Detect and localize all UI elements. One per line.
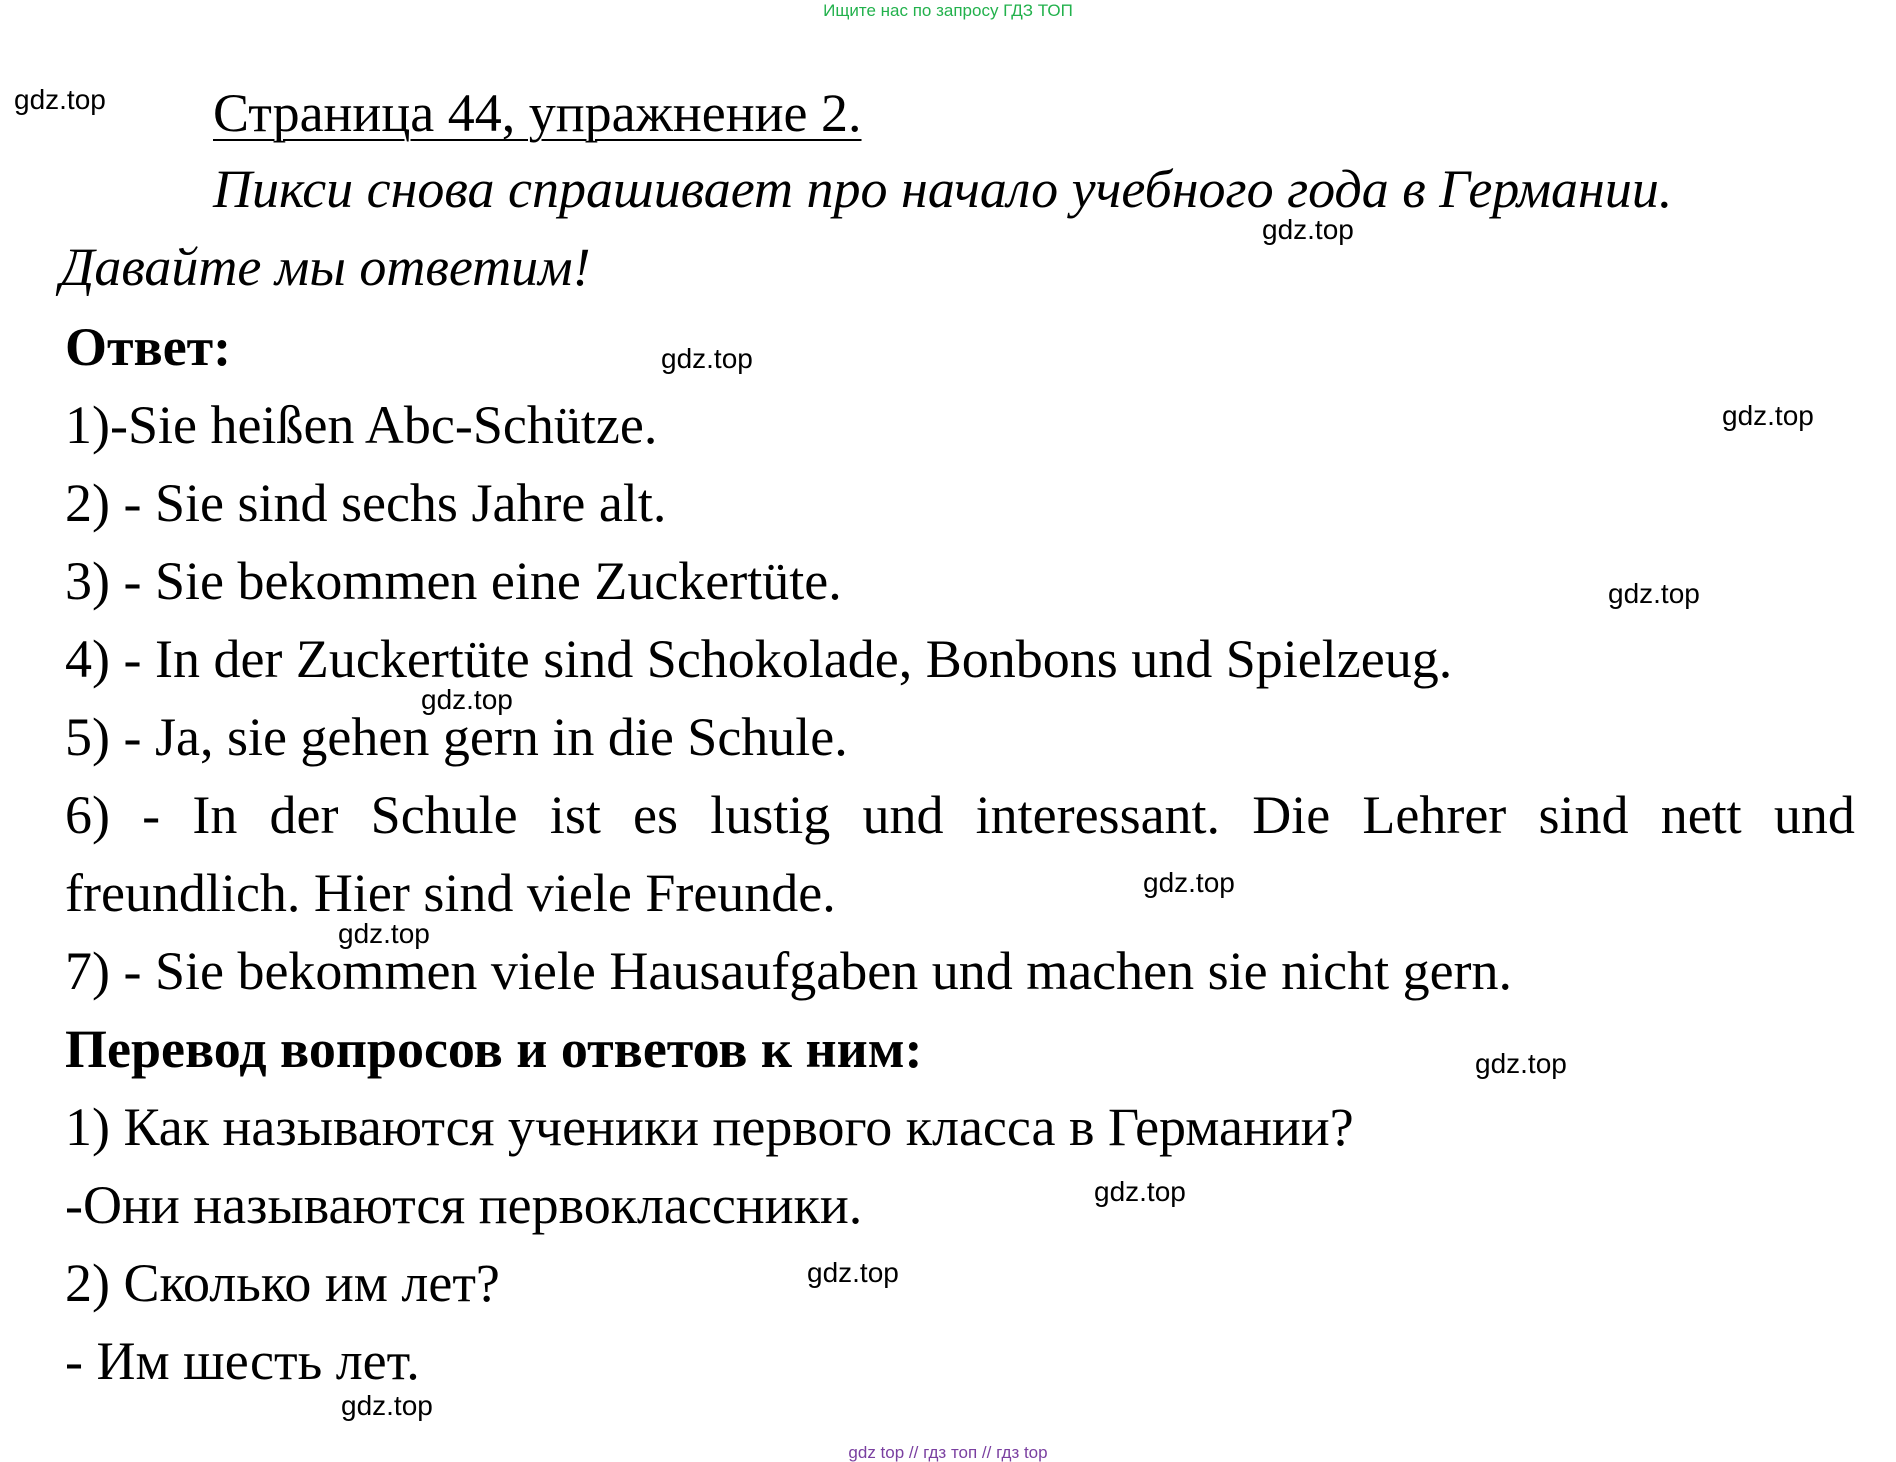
answer-line: freundlich. Hier sind viele Freunde. [65,863,836,923]
intro-line-1: Пикси снова спрашивает про начало учебного года в Германии. [213,159,1673,219]
word: Schule [370,785,518,845]
answer-line: 3) - Sie bekommen eine Zuckertüte. [65,551,842,611]
translation-line: 1) Как называются ученики первого класса в Германии? [65,1097,1354,1157]
answer-line: 5) - Ja, sie gehen gern in die Schule. [65,707,848,767]
watermark: gdz.top [1143,867,1235,898]
word: sind [1538,785,1629,845]
word: ist [549,785,601,845]
word: lustig [710,785,831,845]
word: interessant. [975,785,1221,845]
watermark: gdz.top [1262,214,1354,245]
word: und [862,785,944,845]
translation-line: - Им шесть лет. [65,1331,420,1391]
watermark: gdz.top [1094,1176,1186,1207]
answer-line: 7) - Sie bekommen viele Hausaufgaben und machen sie nicht gern. [65,941,1513,1001]
watermark: gdz.top [807,1257,899,1288]
word: Lehrer [1362,785,1507,845]
word: und [1773,785,1855,845]
word: Die [1252,785,1331,845]
translation-heading: Перевод вопросов и ответов к ним: [65,1019,923,1079]
top-banner: Ищите нас по запросу ГДЗ ТОП [823,1,1073,20]
answer-line-justified [65,784,1855,846]
watermark: gdz.top [341,1390,433,1421]
translation-line: 2) Сколько им лет? [65,1253,500,1313]
page-title: Страница 44, упражнение 2. [213,83,862,143]
answer-line: 2) - Sie sind sechs Jahre alt. [65,473,667,533]
word: nett [1660,785,1742,845]
watermark: gdz.top [338,918,430,949]
watermark: gdz.top [14,84,106,115]
watermark: gdz.top [1475,1048,1567,1079]
word: In [192,785,238,845]
word: der [269,785,339,845]
watermark: gdz.top [1608,578,1700,609]
word: 6) [65,785,110,845]
translation-line: -Они называются первоклассники. [65,1175,863,1235]
watermark: gdz.top [1722,400,1814,431]
intro-line-2: Давайте мы ответим! [60,237,591,297]
answer-line: 4) - In der Zuckertüte sind Schokolade, Bonbons und Spielzeug. [65,629,1453,689]
footer-text: gdz top // гдз топ // гдз top [848,1443,1048,1462]
watermark: gdz.top [661,343,753,374]
answer-heading: Ответ: [65,317,232,377]
answer-line: 1)-Sie heißen Abc-Schütze. [65,395,658,455]
word: es [633,785,679,845]
watermark: gdz.top [421,684,513,715]
word: - [142,785,161,845]
